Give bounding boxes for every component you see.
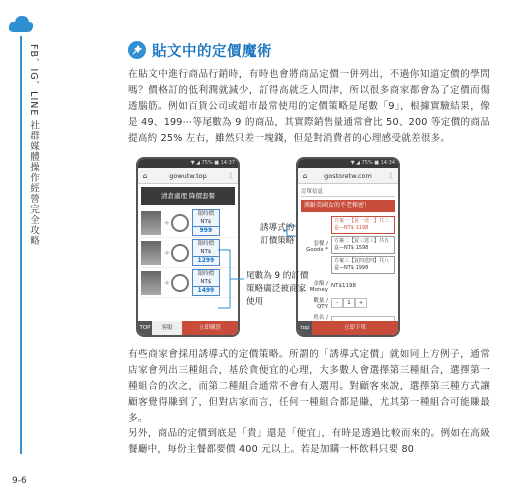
annotation-text: 使用	[246, 297, 264, 307]
price-value: 1299	[193, 256, 219, 265]
goods-label: 套餐 / Goods *	[306, 241, 328, 253]
price-label: 限時價 NT$	[197, 271, 215, 285]
chapter-sidebar	[0, 0, 44, 500]
price-label: 限時價 NT$	[197, 211, 215, 225]
qty-plus-button[interactable]: +	[355, 298, 367, 308]
cloud-icon	[8, 14, 34, 34]
package-option[interactable]: 方案一【買一送一】共三盒—NT$ 1198	[331, 216, 395, 234]
price-value: 999	[193, 226, 219, 235]
quantity-stepper	[331, 298, 367, 308]
plus-icon: +	[164, 248, 170, 257]
product-image	[171, 274, 189, 292]
annotation-induced-pricing	[260, 222, 294, 248]
sidebar-divider	[20, 36, 22, 454]
annotation-nine-ending	[246, 270, 309, 309]
product-image	[141, 271, 161, 295]
order-form	[301, 216, 395, 337]
url-text: gostoretw.com	[324, 171, 372, 180]
qty-label: 數量 / QTY	[313, 298, 328, 310]
chapter-title: FB、IG、LINE 社群媒體操作經營完全攻略	[28, 44, 39, 247]
phone-footer	[298, 321, 398, 335]
plus-icon: +	[164, 218, 170, 227]
heading-text: 貼文中的定價魔術	[152, 43, 272, 60]
price-value: 1499	[193, 286, 219, 295]
money-value: NT$1198	[331, 283, 356, 289]
paragraph-comparison: 另外，商品的定價到底是「貴」還是「便宜」，有時是透過比較而來的。例如在高級餐廳中，每份主餐都要價 400 元以上。若是加購一杯飲料只要 80	[128, 428, 490, 455]
page-number: 9-6	[12, 476, 27, 486]
chat-button[interactable]: 客服	[152, 321, 182, 335]
price-tag	[192, 209, 220, 236]
price-label: 限時價 NT$	[197, 241, 215, 255]
magic-icon	[128, 41, 146, 59]
plus-icon: +	[164, 278, 170, 287]
promo-banner: 清倉處理 降價套餐	[141, 187, 235, 205]
annotation-text: 尾數為 9 的訂價	[246, 271, 309, 281]
product-row	[141, 268, 235, 298]
order-info-header: 訂單信息	[301, 187, 395, 197]
phone-screenshot-pricing	[136, 157, 240, 337]
top-button[interactable]: top	[298, 321, 312, 335]
annotation-text: 誘導式的	[260, 223, 295, 233]
paragraph-intro: 在貼文中進行商品行銷時，有時也會將商品定價一併列出，不過你知道定價的學問嗎？價格訂的低利潤就減少，訂得高就乏人問津，所以很多商家都會為了定價而傷透腦筋。例如百貨公司或超市最常使用的定價策略是尾數「9」，根據實驗結果，像是 49、199⋯等尾數為 9 的商品，其實際銷售量通常會比 50、200 等定價的商品提高約 25% 左右，雖然只差一塊錢，但是對消費者的心理感受就差很多。	[128, 69, 490, 144]
product-image	[171, 244, 189, 262]
price-tag	[192, 239, 220, 266]
url-bar	[298, 168, 398, 184]
top-button[interactable]: TOP	[138, 321, 152, 335]
buy-now-button[interactable]: 立即購買	[182, 321, 238, 335]
annotation-text: 訂價策略	[260, 236, 295, 246]
name-label: 姓名 /	[313, 315, 328, 321]
status-bar: ▼ ◢ 75% ■ 14:37	[138, 159, 238, 168]
phone-footer	[138, 321, 238, 335]
home-icon: ⌂	[302, 171, 308, 180]
product-banner: 漢齡美國女的不老秘密！	[301, 200, 395, 212]
product-row	[141, 208, 235, 238]
menu-icon: ⋮	[387, 171, 395, 180]
annotation-text: 策略廣泛被商家	[246, 284, 307, 294]
url-text: gowutw.top	[169, 171, 207, 180]
home-icon: ⌂	[142, 171, 148, 180]
package-option[interactable]: 方案二【買三送三】共五盒—NT$ 1598	[331, 236, 395, 254]
section-heading	[128, 40, 272, 60]
order-now-button[interactable]: 立即下單	[312, 321, 398, 335]
status-bar: ▼ ◢ 75% ■ 14:34	[298, 159, 398, 168]
product-image	[141, 211, 161, 235]
url-bar	[138, 168, 238, 184]
money-label: 金額 / Money	[309, 281, 328, 293]
package-option[interactable]: 方案三【買四送四】共八盒—NT$ 1998	[331, 256, 395, 274]
qty-value[interactable]: 1	[343, 298, 355, 308]
product-image	[171, 214, 189, 232]
phone-screenshot-order	[296, 157, 400, 337]
price-tag	[192, 269, 220, 296]
paragraph-induced-pricing: 有些商家會採用誘導式的定價策略。所謂的「誘導式定價」就如同上方例子，通常店家會列出三種組合，基於貪便宜的心理，大多數人會選擇第三種組合，選擇第一種組合的次之，而第二種組合通常不會有人選用。對顧客來說，選擇第三種方式讓顧客覺得賺到了，但對店家而言，任何一種組合都是賺，尤其第一種組合可能賺最多。	[128, 349, 490, 424]
qty-minus-button[interactable]: -	[331, 298, 343, 308]
product-image	[141, 241, 161, 265]
product-row	[141, 238, 235, 268]
menu-icon: ⋮	[227, 171, 235, 180]
